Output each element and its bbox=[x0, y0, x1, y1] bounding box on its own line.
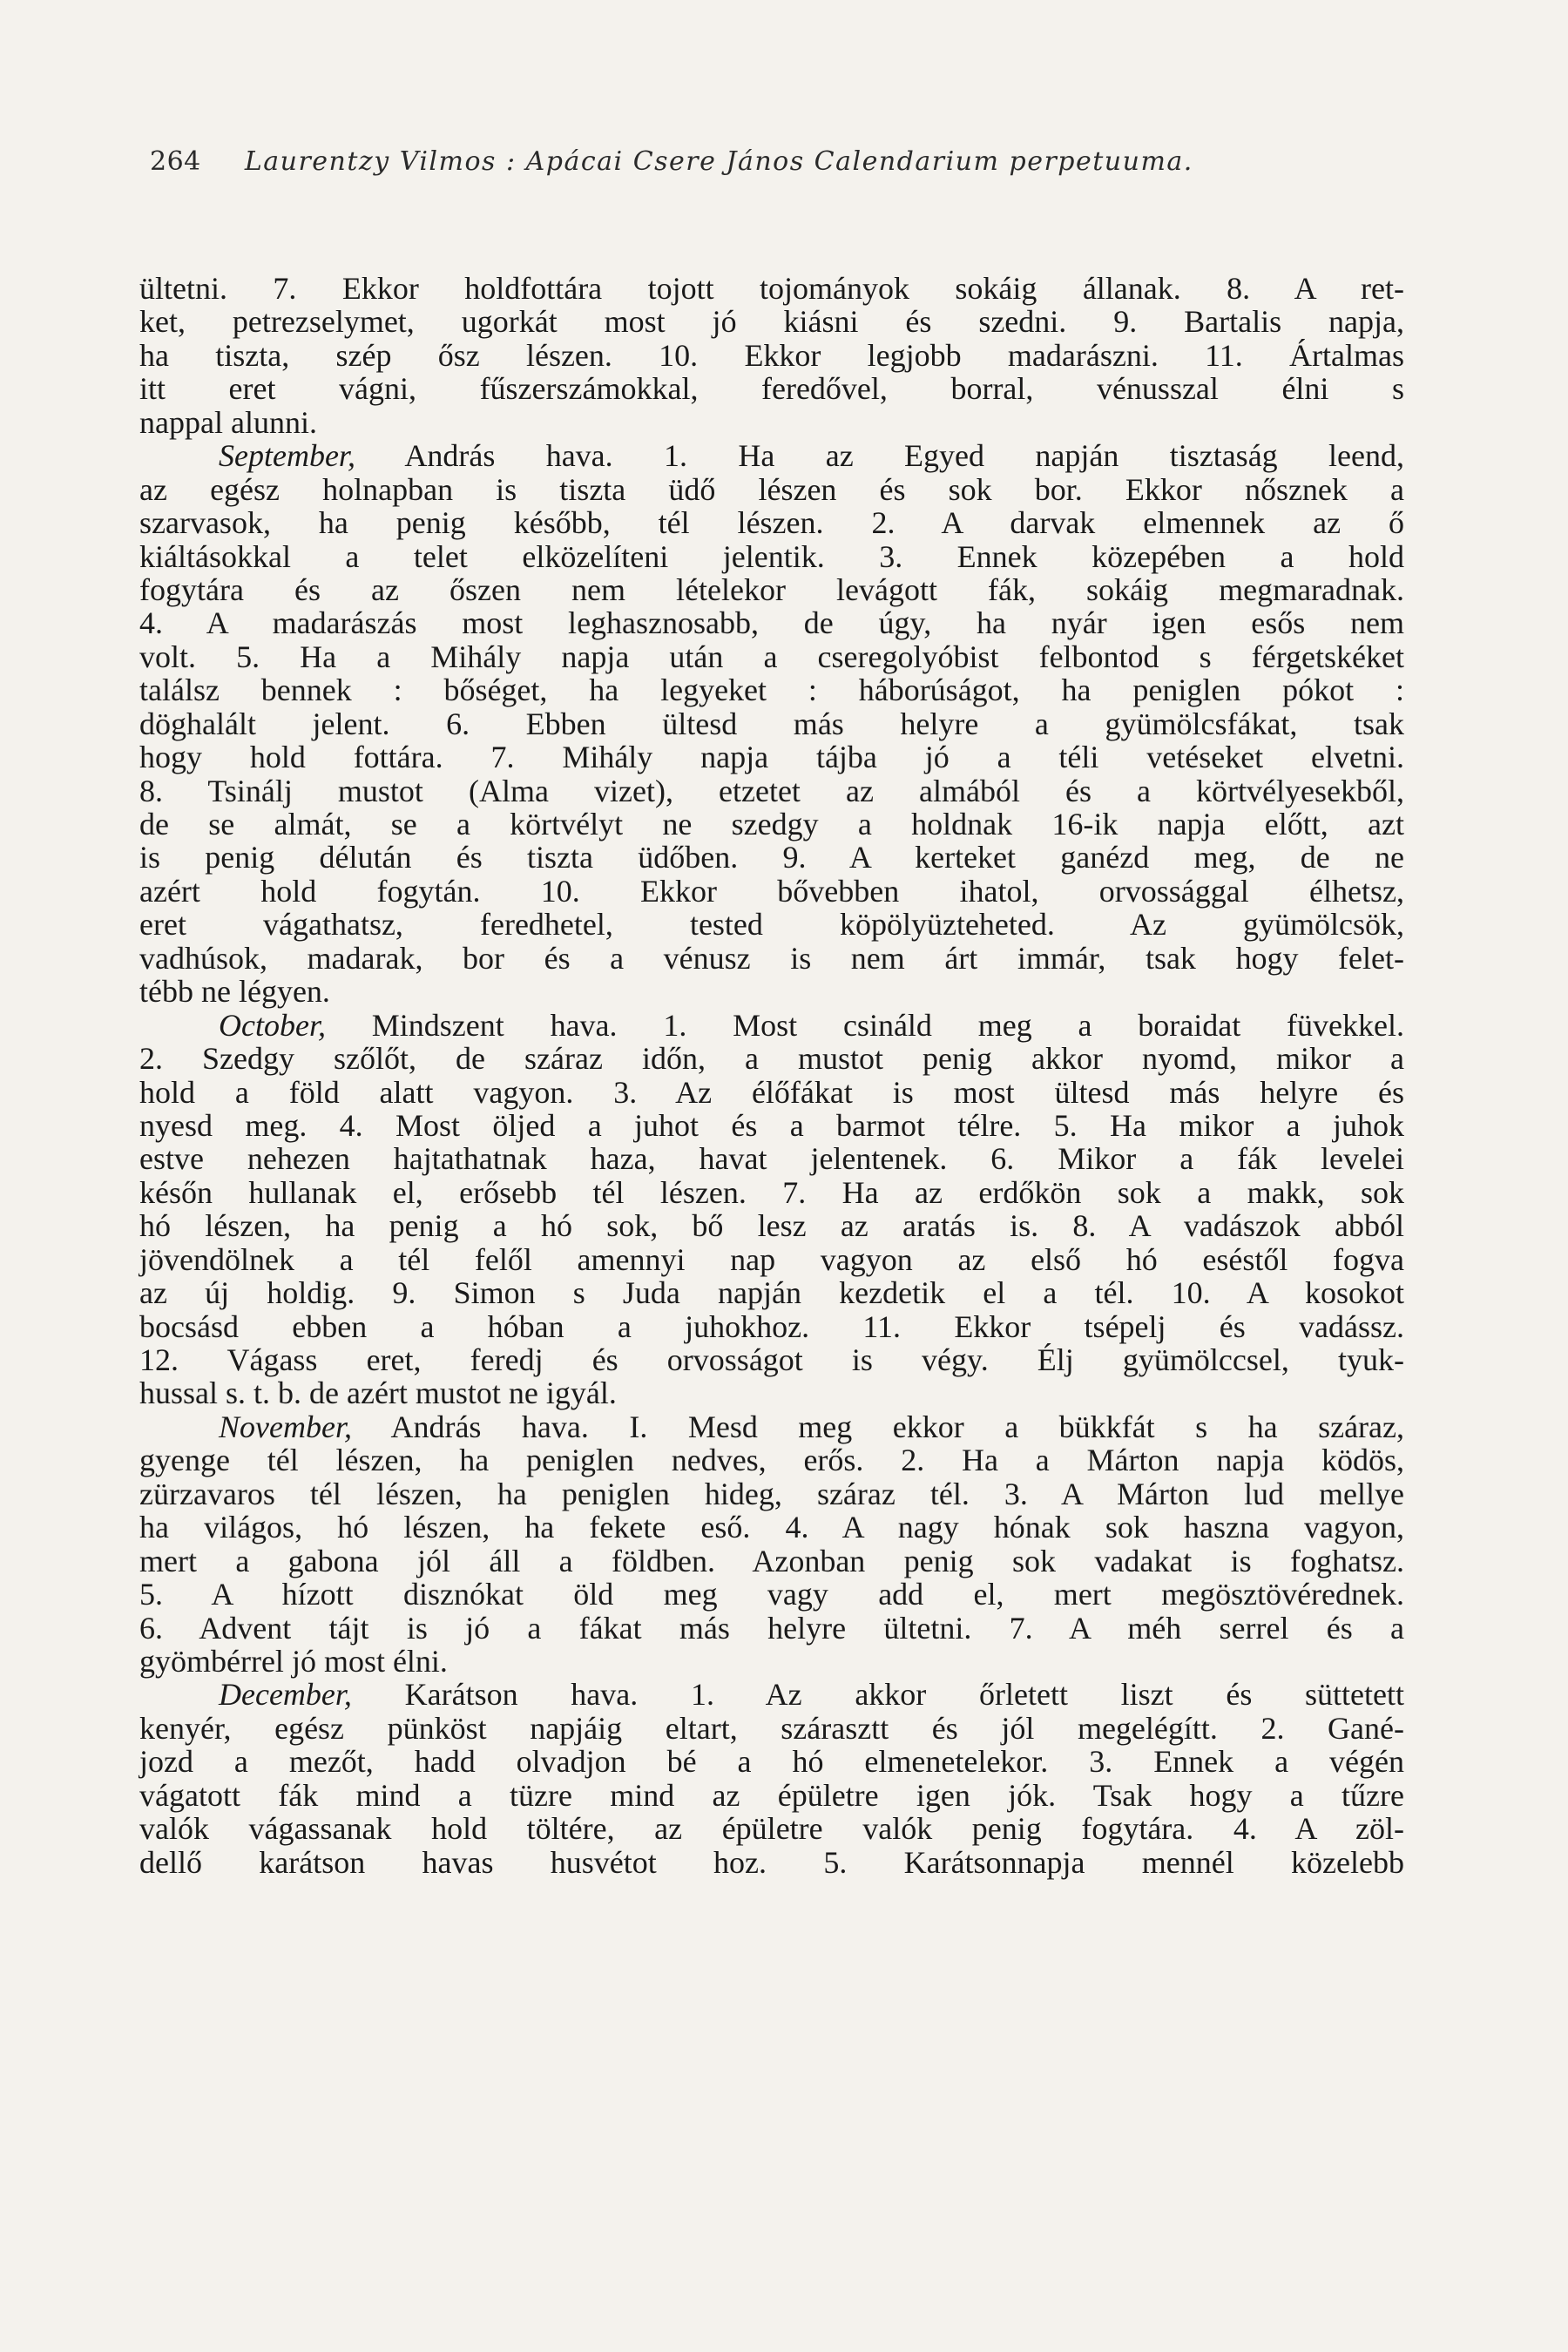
text-line bbox=[139, 1276, 1404, 1309]
text-line bbox=[139, 473, 1404, 506]
text-line bbox=[139, 305, 1404, 338]
text-line bbox=[139, 673, 1404, 706]
line-text: jövendölnek a tél felől amennyi nap vagyon az első hó eséstől fogva bbox=[139, 1241, 1404, 1277]
line-text: találsz bennek : bőséget, ha legyeket : háborúságot, ha peniglen pókot : bbox=[139, 672, 1404, 708]
line-text: ket, petrezselymet, ugorkát most jó kiásni és szedni. 9. Bartalis napja, bbox=[139, 304, 1404, 340]
month-paragraph-start bbox=[139, 1410, 1404, 1443]
text-line bbox=[139, 573, 1404, 606]
text-line bbox=[139, 1176, 1404, 1209]
line-text: hogy hold fottára. 7. Mihály napja tájba jó a téli vetéseket elvetni. bbox=[139, 740, 1404, 775]
line-text: az új holdig. 9. Simon s Juda napján kezdetik el a tél. 10. A kosokot bbox=[139, 1275, 1404, 1311]
text-line bbox=[139, 1645, 1404, 1678]
text-line bbox=[139, 774, 1404, 808]
text-line bbox=[139, 1745, 1404, 1778]
line-text: ha világos, hó lészen, ha fekete eső. 4. A nagy hónak sok haszna vagyon, bbox=[139, 1510, 1404, 1545]
line-text: jozd a mezőt, hadd olvadjon bé a hó elmenetelekor. 3. Ennek a végén bbox=[139, 1744, 1404, 1780]
line-text: nyesd meg. 4. Most öljed a juhot és a barmot télre. 5. Ha mikor a juhok bbox=[139, 1107, 1404, 1143]
line-text: dellő karátson havas husvétot hoz. 5. Karátsonnapja mennél közelebb bbox=[139, 1844, 1404, 1880]
text-line bbox=[139, 372, 1404, 405]
month-paragraph-start bbox=[139, 1678, 1404, 1711]
text-line bbox=[139, 707, 1404, 740]
text-line bbox=[139, 1376, 1404, 1409]
line-text: estve nehezen hajtathatnak haza, havat jelentenek. 6. Mikor a fák levelei bbox=[139, 1141, 1404, 1177]
text-line bbox=[139, 1477, 1404, 1511]
line-text: de se almát, se a körtvélyt ne szedgy a holdnak 16-ik napja előtt, azt bbox=[139, 807, 1404, 841]
text-line bbox=[139, 1209, 1404, 1242]
text-line bbox=[139, 1812, 1404, 1845]
line-text: kiáltásokkal a telet elközelíteni jelentik. 3. Ennek közepében a hold bbox=[139, 538, 1404, 574]
line-text: tébb ne légyen. bbox=[139, 974, 330, 1010]
line-text: ültetni. 7. Ekkor holdfottára tojott tojományok sokáig állanak. 8. A ret- bbox=[139, 271, 1404, 306]
page-number: 264 bbox=[150, 146, 201, 177]
line-text: fogytára és az őszen nem lételekor levágott fák, sokáig megmaradnak. bbox=[139, 571, 1404, 607]
line-text: is penig délután és tiszta üdőben. 9. A kerteket ganézd meg, de ne bbox=[139, 840, 1404, 875]
text-line bbox=[139, 1343, 1404, 1376]
text-line bbox=[139, 272, 1404, 305]
month-paragraph-start bbox=[139, 1009, 1404, 1042]
line-text: hold a föld alatt vagyon. 3. Az élőfákat is most ültesd más helyre és bbox=[139, 1074, 1404, 1110]
line-text: vadhúsok, madarak, bor és a vénusz is nem árt immár, tsak hogy felet- bbox=[139, 940, 1404, 976]
text-line bbox=[139, 808, 1404, 841]
line-text: Mindszent hava. 1. Most csináld meg a boraidat füvekkel. bbox=[325, 1007, 1404, 1043]
line-text: 2. Szedgy szőlőt, de száraz időn, a mustot penig akkor nyomd, mikor a bbox=[139, 1041, 1404, 1077]
line-text: itt eret vágni, fűszerszámokkal, feredővel, borral, vénusszal élni s bbox=[139, 371, 1404, 407]
text-line bbox=[139, 1109, 1404, 1142]
line-text: az egész holnapban is tiszta üdő lészen és sok bor. Ekkor nősznek a bbox=[139, 471, 1404, 507]
line-text: eret vágathatsz, feredhetel, tested köpölyüzteheted. Az gyümölcsök, bbox=[139, 907, 1404, 943]
text-line bbox=[139, 1544, 1404, 1578]
month-name: December, bbox=[219, 1677, 352, 1713]
line-text: hussal s. t. b. de azért mustot ne igyál. bbox=[139, 1375, 617, 1411]
month-name: September, bbox=[219, 438, 355, 474]
text-line bbox=[139, 1310, 1404, 1343]
text-line bbox=[139, 406, 1404, 439]
month-name: November, bbox=[219, 1409, 352, 1444]
line-text: gyenge tél lészen, ha peniglen nedves, erős. 2. Ha a Márton napja ködös, bbox=[139, 1443, 1404, 1478]
text-line bbox=[139, 908, 1404, 941]
month-paragraph-start bbox=[139, 439, 1404, 472]
body-text bbox=[139, 272, 1404, 1879]
line-text: 4. A madarászás most leghasznosabb, de úgy, ha nyár igen esős nem bbox=[139, 605, 1404, 641]
line-text: András hava. 1. Ha az Egyed napján tisztaság leend, bbox=[355, 438, 1404, 474]
line-text: 8. Tsinálj mustot (Alma vizet), etzetet az almából és a körtvélyesekből, bbox=[139, 773, 1404, 808]
text-line bbox=[139, 606, 1404, 639]
text-line bbox=[139, 942, 1404, 975]
line-text: zürzavaros tél lészen, ha peniglen hideg, száraz tél. 3. A Márton lud mellye bbox=[139, 1476, 1404, 1511]
line-text: volt. 5. Ha a Mihály napja után a cseregolyóbist felbontod s férgetskéket bbox=[139, 639, 1404, 674]
running-title: Laurentzy Vilmos : Apácai Csere János Calendarium perpetuuma. bbox=[244, 146, 1193, 177]
line-text: vágatott fák mind a tüzre mind az épületre igen jók. Tsak hogy a tűzre bbox=[139, 1777, 1404, 1813]
text-line bbox=[139, 1042, 1404, 1075]
month-name: October, bbox=[219, 1007, 326, 1043]
line-text: András hava. I. Mesd meg ekkor a bükkfát s ha száraz, bbox=[351, 1409, 1404, 1444]
line-text: döghalált jelent. 6. Ebben ültesd más helyre a gyümölcsfákat, tsak bbox=[139, 706, 1404, 741]
text-line bbox=[139, 1076, 1404, 1109]
text-line bbox=[139, 540, 1404, 573]
text-line bbox=[139, 740, 1404, 774]
line-text: későn hullanak el, erősebb tél lészen. 7. Ha az erdőkön sok a makk, sok bbox=[139, 1174, 1404, 1210]
text-line bbox=[139, 975, 1404, 1008]
line-text: nappal alunni. bbox=[139, 404, 317, 440]
text-line bbox=[139, 1846, 1404, 1879]
line-text: Karátson hava. 1. Az akkor őrletett liszt és süttetett bbox=[351, 1677, 1404, 1713]
line-text: 12. Vágass eret, feredj és orvosságot is végy. Élj gyümölccsel, tyuk- bbox=[139, 1342, 1404, 1377]
running-header bbox=[150, 146, 1413, 190]
text-line bbox=[139, 339, 1404, 372]
text-line bbox=[139, 1779, 1404, 1812]
text-line bbox=[139, 506, 1404, 539]
text-line bbox=[139, 1712, 1404, 1745]
line-text: bocsásd ebben a hóban a juhokhoz. 11. Ekkor tsépelj és vadássz. bbox=[139, 1308, 1404, 1344]
line-text: hó lészen, ha penig a hó sok, bő lesz az aratás is. 8. A vadászok abból bbox=[139, 1208, 1404, 1244]
line-text: mert a gabona jól áll a földben. Azonban penig sok vadakat is foghatsz. bbox=[139, 1543, 1404, 1578]
line-text: valók vágassanak hold töltére, az épületre valók penig fogytára. 4. A zöl- bbox=[139, 1811, 1404, 1847]
text-line bbox=[139, 1142, 1404, 1175]
text-line bbox=[139, 1443, 1404, 1477]
text-line bbox=[139, 1612, 1404, 1645]
line-text: azért hold fogytán. 10. Ekkor bővebben ihatol, orvossággal élhetsz, bbox=[139, 873, 1404, 909]
line-text: ha tiszta, szép ősz lészen. 10. Ekkor legjobb madarászni. 11. Ártalmas bbox=[139, 337, 1404, 373]
text-line bbox=[139, 841, 1404, 874]
line-text: 6. Advent tájt is jó a fákat más helyre ültetni. 7. A méh serrel és a bbox=[139, 1610, 1404, 1646]
text-line bbox=[139, 1511, 1404, 1544]
text-line bbox=[139, 1243, 1404, 1276]
line-text: gyömbérrel jó most élni. bbox=[139, 1643, 448, 1679]
text-line bbox=[139, 1578, 1404, 1611]
text-line bbox=[139, 875, 1404, 908]
line-text: 5. A hízott disznókat öld meg vagy add el, mert megösztövérednek. bbox=[139, 1577, 1404, 1612]
text-line bbox=[139, 640, 1404, 673]
line-text: kenyér, egész pünköst napjáig eltart, szárasztt és jól megelégítt. 2. Gané- bbox=[139, 1710, 1404, 1746]
line-text: szarvasok, ha penig később, tél lészen. 2. A darvak elmennek az ő bbox=[139, 505, 1404, 541]
